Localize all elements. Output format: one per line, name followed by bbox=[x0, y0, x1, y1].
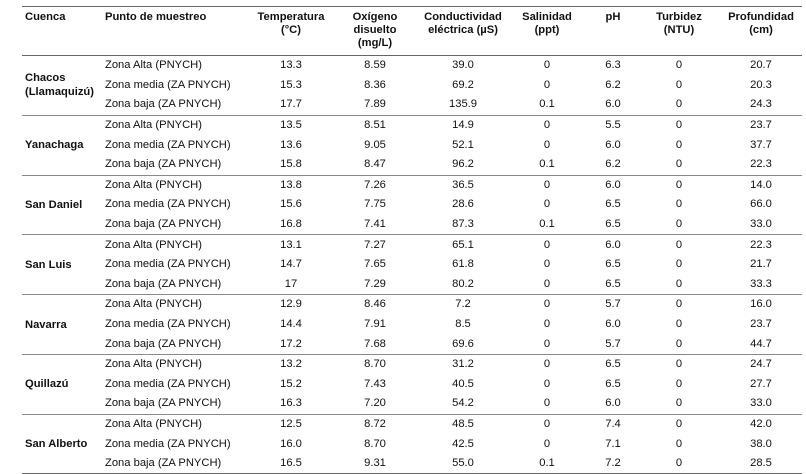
conductividad-cell: 39.0 bbox=[452, 59, 474, 72]
temperatura-cell: 16.5 bbox=[280, 457, 302, 470]
cuenca-group bbox=[22, 175, 802, 235]
temperatura-cell: 13.1 bbox=[280, 238, 302, 251]
salinidad-cell: 0 bbox=[543, 417, 551, 430]
salinidad-cell: 0 bbox=[543, 138, 551, 151]
oxigeno-cell: 7.75 bbox=[364, 198, 386, 211]
table-row bbox=[22, 414, 802, 434]
salinidad-cell: 0 bbox=[543, 238, 551, 251]
header-cuenca: Cuenca bbox=[25, 11, 66, 23]
header-temperatura bbox=[252, 7, 330, 56]
header-oxigeno-disuelto-line: (mg/L) bbox=[357, 37, 393, 49]
conductividad-cell: 87.3 bbox=[452, 218, 474, 231]
temperatura-cell: 13.2 bbox=[280, 358, 302, 371]
conductividad-cell: 69.2 bbox=[452, 78, 474, 91]
cuenca-group bbox=[22, 295, 802, 355]
ph-cell: 6.5 bbox=[605, 377, 621, 390]
table-row bbox=[22, 315, 802, 335]
temperatura-cell: 15.8 bbox=[280, 158, 302, 171]
profundidad-cell: 22.3 bbox=[750, 238, 772, 251]
table-row bbox=[22, 334, 802, 354]
profundidad-cell: 44.7 bbox=[750, 337, 772, 350]
punto-cell: Zona media (ZA PNYCH) bbox=[105, 377, 231, 390]
header-conductividad bbox=[420, 7, 506, 56]
ph-cell: 7.4 bbox=[605, 417, 621, 430]
salinidad-cell: 0 bbox=[543, 119, 551, 132]
table-row bbox=[22, 454, 802, 474]
oxigeno-cell: 7.89 bbox=[364, 98, 386, 111]
temperatura-cell: 16.8 bbox=[280, 218, 302, 231]
ph-cell: 7.2 bbox=[605, 457, 621, 470]
temperatura-cell: 17 bbox=[284, 277, 298, 290]
table-row bbox=[22, 135, 802, 155]
header-conductividad-line: eléctrica (µS) bbox=[428, 24, 498, 36]
conductividad-cell: 14.9 bbox=[452, 119, 474, 132]
conductividad-cell: 61.8 bbox=[452, 258, 474, 271]
oxigeno-cell: 7.65 bbox=[364, 258, 386, 271]
header-oxigeno-disuelto bbox=[330, 7, 420, 56]
oxigeno-cell: 8.36 bbox=[364, 78, 386, 91]
conductividad-cell: 69.6 bbox=[452, 337, 474, 350]
temperatura-cell: 14.7 bbox=[280, 258, 302, 271]
profundidad-cell: 16.0 bbox=[750, 298, 772, 311]
temperatura-cell: 16.3 bbox=[280, 397, 302, 410]
ph-cell: 5.7 bbox=[605, 337, 621, 350]
profundidad-cell: 23.7 bbox=[750, 119, 772, 132]
cuenca-group bbox=[22, 354, 802, 414]
turbidez-cell: 0 bbox=[675, 218, 683, 231]
salinidad-cell: 0 bbox=[543, 318, 551, 331]
salinidad-cell: 0.1 bbox=[539, 98, 555, 111]
punto-cell: Zona Alta (PNYCH) bbox=[105, 417, 202, 430]
temperatura-cell: 13.3 bbox=[280, 59, 302, 72]
table-row bbox=[22, 175, 802, 195]
turbidez-cell: 0 bbox=[675, 138, 683, 151]
punto-cell: Zona baja (ZA PNYCH) bbox=[105, 158, 222, 171]
table-row bbox=[22, 235, 802, 255]
punto-cell: Zona Alta (PNYCH) bbox=[105, 119, 202, 132]
table-row bbox=[22, 215, 802, 235]
temperatura-cell: 13.6 bbox=[280, 138, 302, 151]
profundidad-cell: 28.5 bbox=[750, 457, 772, 470]
punto-cell: Zona baja (ZA PNYCH) bbox=[105, 98, 222, 111]
oxigeno-cell: 7.68 bbox=[364, 337, 386, 350]
cuenca-group bbox=[22, 414, 802, 474]
profundidad-cell: 24.3 bbox=[750, 98, 772, 111]
profundidad-cell: 20.3 bbox=[750, 78, 772, 91]
turbidez-cell: 0 bbox=[675, 119, 683, 132]
profundidad-cell: 33.0 bbox=[750, 397, 772, 410]
temperatura-cell: 12.5 bbox=[280, 417, 302, 430]
table-row bbox=[22, 295, 802, 315]
salinidad-cell: 0 bbox=[543, 59, 551, 72]
conductividad-cell: 52.1 bbox=[452, 138, 474, 151]
table-row bbox=[22, 375, 802, 395]
profundidad-cell: 33.3 bbox=[750, 277, 772, 290]
table-row bbox=[22, 56, 802, 76]
turbidez-cell: 0 bbox=[675, 277, 683, 290]
ph-cell: 6.3 bbox=[605, 59, 621, 72]
oxigeno-cell: 8.51 bbox=[364, 119, 386, 132]
conductividad-cell: 40.5 bbox=[452, 377, 474, 390]
cuenca-cell: Navarra bbox=[25, 318, 67, 331]
temperatura-cell: 13.5 bbox=[280, 119, 302, 132]
salinidad-cell: 0 bbox=[543, 397, 551, 410]
header-oxigeno-disuelto-line: Oxígeno disuelto bbox=[352, 11, 398, 36]
turbidez-cell: 0 bbox=[675, 178, 683, 191]
table-header bbox=[22, 7, 802, 56]
turbidez-cell: 0 bbox=[675, 238, 683, 251]
turbidez-cell: 0 bbox=[675, 377, 683, 390]
header-turbidez-line: (NTU) bbox=[663, 24, 695, 36]
punto-cell: Zona media (ZA PNYCH) bbox=[105, 138, 231, 151]
salinidad-cell: 0 bbox=[543, 178, 551, 191]
punto-cell: Zona baja (ZA PNYCH) bbox=[105, 337, 222, 350]
turbidez-cell: 0 bbox=[675, 158, 683, 171]
oxigeno-cell: 8.59 bbox=[364, 59, 386, 72]
cuenca-cell: San Alberto bbox=[25, 438, 88, 451]
punto-cell: Zona media (ZA PNYCH) bbox=[105, 78, 231, 91]
table-row bbox=[22, 115, 802, 135]
salinidad-cell: 0.1 bbox=[539, 158, 555, 171]
turbidez-cell: 0 bbox=[675, 437, 683, 450]
conductividad-cell: 135.9 bbox=[449, 98, 477, 111]
ph-cell: 6.5 bbox=[605, 258, 621, 271]
table-row bbox=[22, 95, 802, 115]
salinidad-cell: 0 bbox=[543, 277, 551, 290]
turbidez-cell: 0 bbox=[675, 337, 683, 350]
conductividad-cell: 96.2 bbox=[452, 158, 474, 171]
temperatura-cell: 15.6 bbox=[280, 198, 302, 211]
water-quality-table bbox=[22, 6, 802, 474]
header-profundidad bbox=[720, 7, 802, 56]
ph-cell: 5.5 bbox=[605, 119, 621, 132]
temperatura-cell: 14.4 bbox=[280, 318, 302, 331]
profundidad-cell: 33.0 bbox=[750, 218, 772, 231]
oxigeno-cell: 8.70 bbox=[364, 437, 386, 450]
header-salinidad bbox=[506, 7, 588, 56]
cuenca-cell: Yanachaga bbox=[25, 139, 84, 152]
table-row bbox=[22, 155, 802, 175]
ph-cell: 6.2 bbox=[605, 158, 621, 171]
temperatura-cell: 13.8 bbox=[280, 178, 302, 191]
oxigeno-cell: 7.27 bbox=[364, 238, 386, 251]
profundidad-cell: 24.7 bbox=[750, 358, 772, 371]
punto-cell: Zona Alta (PNYCH) bbox=[105, 178, 202, 191]
header-profundidad-line: (cm) bbox=[749, 24, 773, 36]
salinidad-cell: 0 bbox=[543, 437, 551, 450]
punto-cell: Zona media (ZA PNYCH) bbox=[105, 437, 231, 450]
conductividad-cell: 80.2 bbox=[452, 277, 474, 290]
punto-cell: Zona media (ZA PNYCH) bbox=[105, 318, 231, 331]
profundidad-cell: 14.0 bbox=[750, 178, 772, 191]
header-punto-de-muestreo: Punto de muestreo bbox=[105, 11, 207, 23]
oxigeno-cell: 8.70 bbox=[364, 358, 386, 371]
profundidad-cell: 20.7 bbox=[750, 59, 772, 72]
punto-cell: Zona Alta (PNYCH) bbox=[105, 298, 202, 311]
conductividad-cell: 7.2 bbox=[455, 298, 471, 311]
cuenca-cell: Quillazú bbox=[25, 378, 69, 391]
salinidad-cell: 0 bbox=[543, 337, 551, 350]
temperatura-cell: 15.2 bbox=[280, 377, 302, 390]
salinidad-cell: 0 bbox=[543, 198, 551, 211]
ph-cell: 6.0 bbox=[605, 238, 621, 251]
ph-cell: 6.5 bbox=[605, 198, 621, 211]
punto-cell: Zona baja (ZA PNYCH) bbox=[105, 397, 222, 410]
turbidez-cell: 0 bbox=[675, 298, 683, 311]
table-row bbox=[22, 394, 802, 414]
oxigeno-cell: 9.05 bbox=[364, 138, 386, 151]
cuenca-cell: San Luis bbox=[25, 258, 72, 271]
table-row bbox=[22, 76, 802, 96]
ph-cell: 6.5 bbox=[605, 218, 621, 231]
header-profundidad-line: Profundidad bbox=[728, 11, 794, 23]
header-temperatura-line: (°C) bbox=[280, 24, 301, 36]
turbidez-cell: 0 bbox=[675, 98, 683, 111]
salinidad-cell: 0.1 bbox=[539, 457, 555, 470]
punto-cell: Zona media (ZA PNYCH) bbox=[105, 258, 231, 271]
conductividad-cell: 31.2 bbox=[452, 358, 474, 371]
header-row bbox=[22, 7, 802, 56]
turbidez-cell: 0 bbox=[675, 258, 683, 271]
ph-cell: 6.0 bbox=[605, 98, 621, 111]
header-salinidad-line: Salinidad bbox=[522, 11, 572, 23]
turbidez-cell: 0 bbox=[675, 397, 683, 410]
cuenca-cell: San Daniel bbox=[25, 198, 83, 211]
oxigeno-cell: 7.43 bbox=[364, 377, 386, 390]
oxigeno-cell: 8.72 bbox=[364, 417, 386, 430]
oxigeno-cell: 8.46 bbox=[364, 298, 386, 311]
ph-cell: 6.5 bbox=[605, 358, 621, 371]
header-temperatura-line: Temperatura bbox=[257, 11, 325, 23]
oxigeno-cell: 9.31 bbox=[364, 457, 386, 470]
ph-cell: 6.0 bbox=[605, 397, 621, 410]
profundidad-cell: 66.0 bbox=[750, 198, 772, 211]
header-conductividad-line: Conductividad bbox=[424, 11, 502, 23]
temperatura-cell: 16.0 bbox=[280, 437, 302, 450]
profundidad-cell: 21.7 bbox=[750, 258, 772, 271]
conductividad-cell: 55.0 bbox=[452, 457, 474, 470]
table-row bbox=[22, 255, 802, 275]
salinidad-cell: 0 bbox=[543, 377, 551, 390]
table-row bbox=[22, 275, 802, 295]
turbidez-cell: 0 bbox=[675, 78, 683, 91]
conductividad-cell: 42.5 bbox=[452, 437, 474, 450]
oxigeno-cell: 7.91 bbox=[364, 318, 386, 331]
cuenca-group bbox=[22, 235, 802, 295]
turbidez-cell: 0 bbox=[675, 417, 683, 430]
salinidad-cell: 0 bbox=[543, 358, 551, 371]
conductividad-cell: 28.6 bbox=[452, 198, 474, 211]
punto-cell: Zona baja (ZA PNYCH) bbox=[105, 218, 222, 231]
turbidez-cell: 0 bbox=[675, 59, 683, 72]
conductividad-cell: 48.5 bbox=[452, 417, 474, 430]
ph-cell: 5.7 bbox=[605, 298, 621, 311]
punto-cell: Zona baja (ZA PNYCH) bbox=[105, 277, 222, 290]
oxigeno-cell: 7.20 bbox=[364, 397, 386, 410]
table-row bbox=[22, 354, 802, 374]
punto-cell: Zona Alta (PNYCH) bbox=[105, 358, 202, 371]
salinidad-cell: 0 bbox=[543, 258, 551, 271]
salinidad-cell: 0 bbox=[543, 298, 551, 311]
ph-cell: 6.0 bbox=[605, 138, 621, 151]
conductividad-cell: 8.5 bbox=[455, 318, 471, 331]
oxigeno-cell: 7.26 bbox=[364, 178, 386, 191]
profundidad-cell: 38.0 bbox=[750, 437, 772, 450]
header-ph: pH bbox=[605, 11, 621, 23]
punto-cell: Zona media (ZA PNYCH) bbox=[105, 198, 231, 211]
temperatura-cell: 17.2 bbox=[280, 337, 302, 350]
ph-cell: 6.0 bbox=[605, 318, 621, 331]
turbidez-cell: 0 bbox=[675, 198, 683, 211]
oxigeno-cell: 7.41 bbox=[364, 218, 386, 231]
ph-cell: 6.5 bbox=[605, 277, 621, 290]
turbidez-cell: 0 bbox=[675, 318, 683, 331]
cuenca-cell: Chacos (Llamaquizú) bbox=[25, 72, 94, 99]
conductividad-cell: 54.2 bbox=[452, 397, 474, 410]
table-row bbox=[22, 195, 802, 215]
punto-cell: Zona Alta (PNYCH) bbox=[105, 238, 202, 251]
profundidad-cell: 23.7 bbox=[750, 318, 772, 331]
water-quality-table-container bbox=[22, 6, 802, 474]
ph-cell: 7.1 bbox=[605, 437, 621, 450]
profundidad-cell: 27.7 bbox=[750, 377, 772, 390]
ph-cell: 6.2 bbox=[605, 78, 621, 91]
punto-cell: Zona baja (ZA PNYCH) bbox=[105, 457, 222, 470]
cuenca-group bbox=[22, 56, 802, 116]
conductividad-cell: 65.1 bbox=[452, 238, 474, 251]
oxigeno-cell: 7.29 bbox=[364, 277, 386, 290]
turbidez-cell: 0 bbox=[675, 457, 683, 470]
profundidad-cell: 42.0 bbox=[750, 417, 772, 430]
salinidad-cell: 0 bbox=[543, 78, 551, 91]
cuenca-group bbox=[22, 115, 802, 175]
header-salinidad-line: (ppt) bbox=[534, 24, 560, 36]
header-turbidez bbox=[638, 7, 720, 56]
profundidad-cell: 22.3 bbox=[750, 158, 772, 171]
temperatura-cell: 12.9 bbox=[280, 298, 302, 311]
profundidad-cell: 37.7 bbox=[750, 138, 772, 151]
salinidad-cell: 0.1 bbox=[539, 218, 555, 231]
oxigeno-cell: 8.47 bbox=[364, 158, 386, 171]
temperatura-cell: 15.3 bbox=[280, 78, 302, 91]
temperatura-cell: 17.7 bbox=[280, 98, 302, 111]
punto-cell: Zona Alta (PNYCH) bbox=[105, 59, 202, 72]
table-row bbox=[22, 434, 802, 454]
ph-cell: 6.0 bbox=[605, 178, 621, 191]
conductividad-cell: 36.5 bbox=[452, 178, 474, 191]
turbidez-cell: 0 bbox=[675, 358, 683, 371]
header-turbidez-line: Turbidez bbox=[656, 11, 702, 23]
